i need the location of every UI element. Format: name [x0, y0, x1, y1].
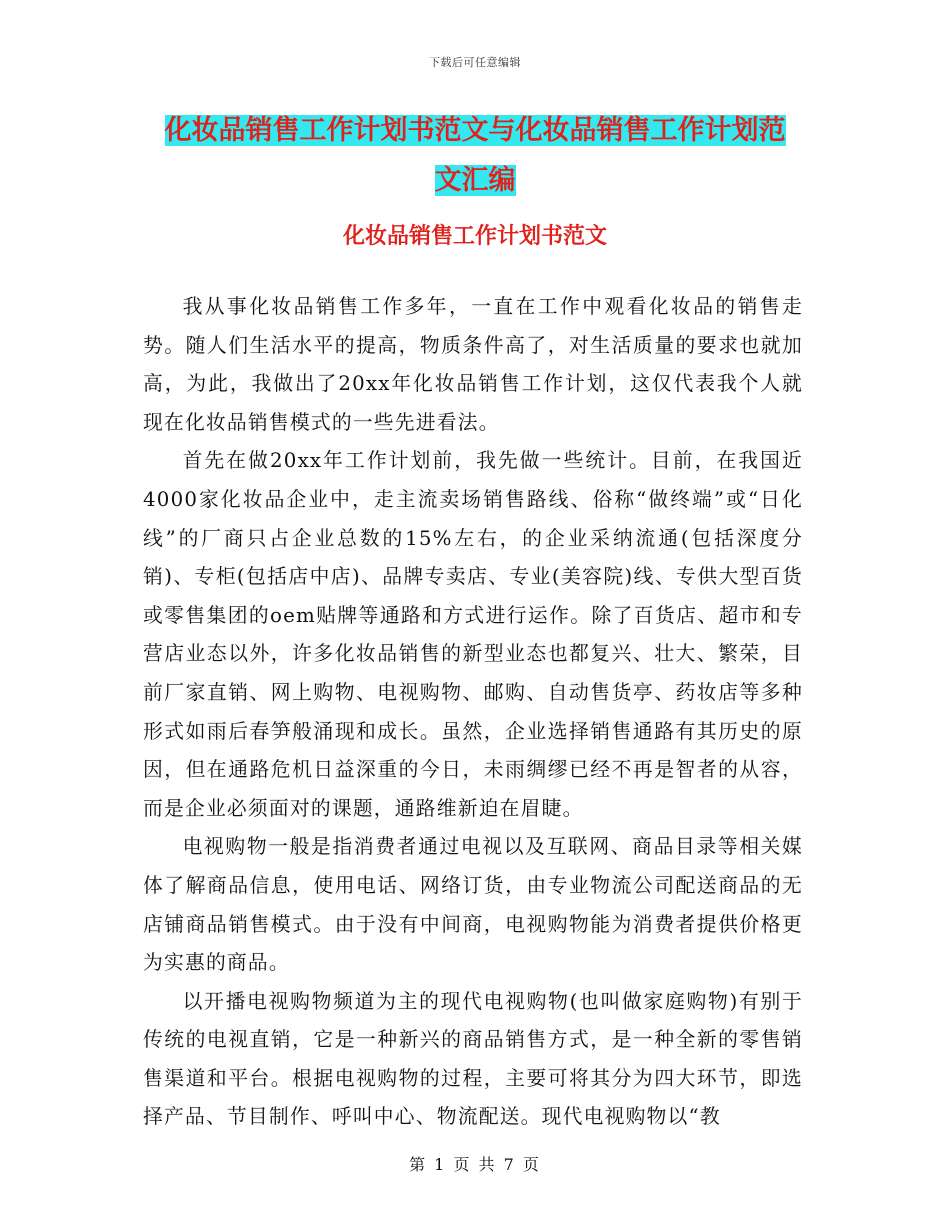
- paragraph-1: 我从事化妆品销售工作多年，一直在工作中观看化妆品的销售走势。随人们生活水平的提高，物质条件高了，对生活质量的要求也就加高，为此，我做出了20xx年化妆品销售工作计划，这仅代表我个人就现在化妆品销售模式的一些先进看法。: [143, 295, 803, 434]
- document-title-line2: 文汇编: [434, 165, 516, 196]
- header-note: 下载后可任意编辑: [429, 56, 521, 69]
- paragraph-2: 首先在做20xx年工作计划前，我先做一些统计。目前，在我国近4000家化妆品企业中，走主流卖场销售路线、俗称“做终端”或“日化线”的厂商只占企业总数的15%左右，的企业采纳流通(包括深度分销)、专柜(包括店中店)、品牌专卖店、专业(美容院)线、专供大型百货或零售集团的oem贴牌等通路和方式进行运作。除了百货店、超市和专营店业态以外，许多化妆品销售的新型业态也都复兴、壮大、繁荣，目前厂家直销、网上购物、电视购物、邮购、自动售货亭、药妆店等多种形式如雨后春笋般涌现和成长。虽然，企业选择销售通路有其历史的原因，但在通路危机日益深重的今日，未雨绸缪已经不再是智者的从容，而是企业必须面对的课题，通路维新迫在眉睫。: [143, 449, 803, 820]
- section-title: 化妆品销售工作计划书范文: [342, 223, 607, 249]
- document-title-line1: 化妆品销售工作计划书范文与化妆品销售工作计划范: [164, 115, 786, 146]
- page-footer: 第 1 页 共 7 页: [409, 1155, 541, 1174]
- paragraph-4: 以开播电视购物频道为主的现代电视购物(也叫做家庭购物)有别于传统的电视直销，它是一种新兴的商品销售方式，是一种全新的零售销售渠道和平台。根据电视购物的过程，主要可将其分为四大环节，即选择产品、节目制作、呼叫中心、物流配送。现代电视购物以“教: [143, 989, 803, 1129]
- document-title: [140, 106, 810, 206]
- paragraph-3: 电视购物一般是指消费者通过电视以及互联网、商品目录等相关媒体了解商品信息，使用电话、网络订货，由专业物流公司配送商品的无店铺商品销售模式。由于没有中间商，电视购物能为消费者提供价格更为实惠的商品。: [143, 835, 803, 975]
- body-text: [143, 288, 803, 1137]
